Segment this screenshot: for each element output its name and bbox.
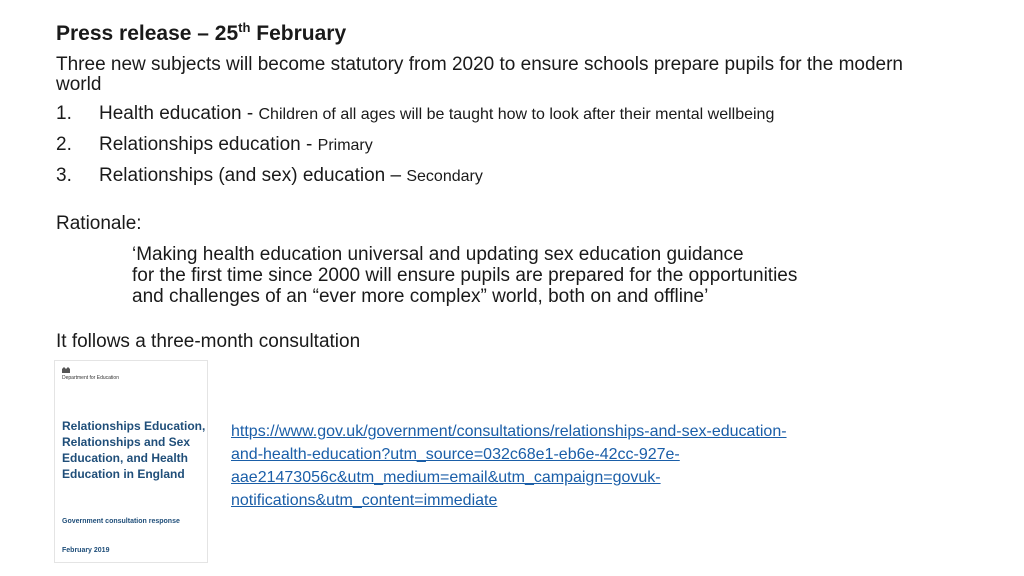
consultation-link[interactable] xyxy=(231,420,881,512)
cover-title: Relationships Education, Relationships and Sex Education, and Health Education in England xyxy=(62,419,206,481)
cover-date: February 2019 xyxy=(62,547,110,554)
title-month: February xyxy=(250,22,347,45)
subject-name: Relationships (and sex) education – xyxy=(99,165,407,186)
subjects-list xyxy=(56,103,774,196)
rationale-label: Rationale: xyxy=(56,213,142,234)
subject-name: Health education - xyxy=(99,103,259,124)
cover-subtitle: Government consultation response xyxy=(62,518,180,525)
subject-name: Relationships education - xyxy=(99,134,318,155)
quote-line: and challenges of an “ever more complex” world, both on and offline’ xyxy=(132,286,709,307)
press-release-title xyxy=(56,20,346,46)
cover-department: Department for Education xyxy=(62,375,119,381)
list-item xyxy=(56,165,774,196)
link-line: and-health-education?utm_source=032c68e1-eb6e-42cc-927e- xyxy=(231,446,680,463)
title-superscript: th xyxy=(238,20,251,35)
quote-line: ‘Making health education universal and updating sex education guidance xyxy=(132,244,744,265)
quote-line: for the first time since 2000 will ensure pupils are prepared for the opportunities xyxy=(132,265,798,286)
consultation-cover-image xyxy=(54,360,208,563)
link-line: aae21473056c&utm_medium=email&utm_campaign=govuk- xyxy=(231,469,661,486)
royal-crest-icon xyxy=(61,366,71,374)
list-number: 2. xyxy=(56,134,72,155)
subject-detail: Primary xyxy=(317,137,373,154)
rationale-quote xyxy=(132,244,932,307)
list-item xyxy=(56,134,774,165)
link-line: https://www.gov.uk/government/consultations/relationships-and-sex-education- xyxy=(231,423,787,440)
link-line: notifications&utm_content=immediate xyxy=(231,492,498,509)
list-number: 3. xyxy=(56,165,72,186)
subject-detail: Children of all ages will be taught how to look after their mental wellbeing xyxy=(258,106,775,123)
list-number: 1. xyxy=(56,103,72,124)
list-item xyxy=(56,103,774,134)
intro-text: Three new subjects will become statutory from 2020 to ensure schools prepare pupils for the modern world xyxy=(56,54,903,95)
subject-detail: Secondary xyxy=(406,168,483,185)
title-text: Press release – 25 xyxy=(56,22,239,45)
consultation-text: It follows a three-month consultation xyxy=(56,331,361,352)
